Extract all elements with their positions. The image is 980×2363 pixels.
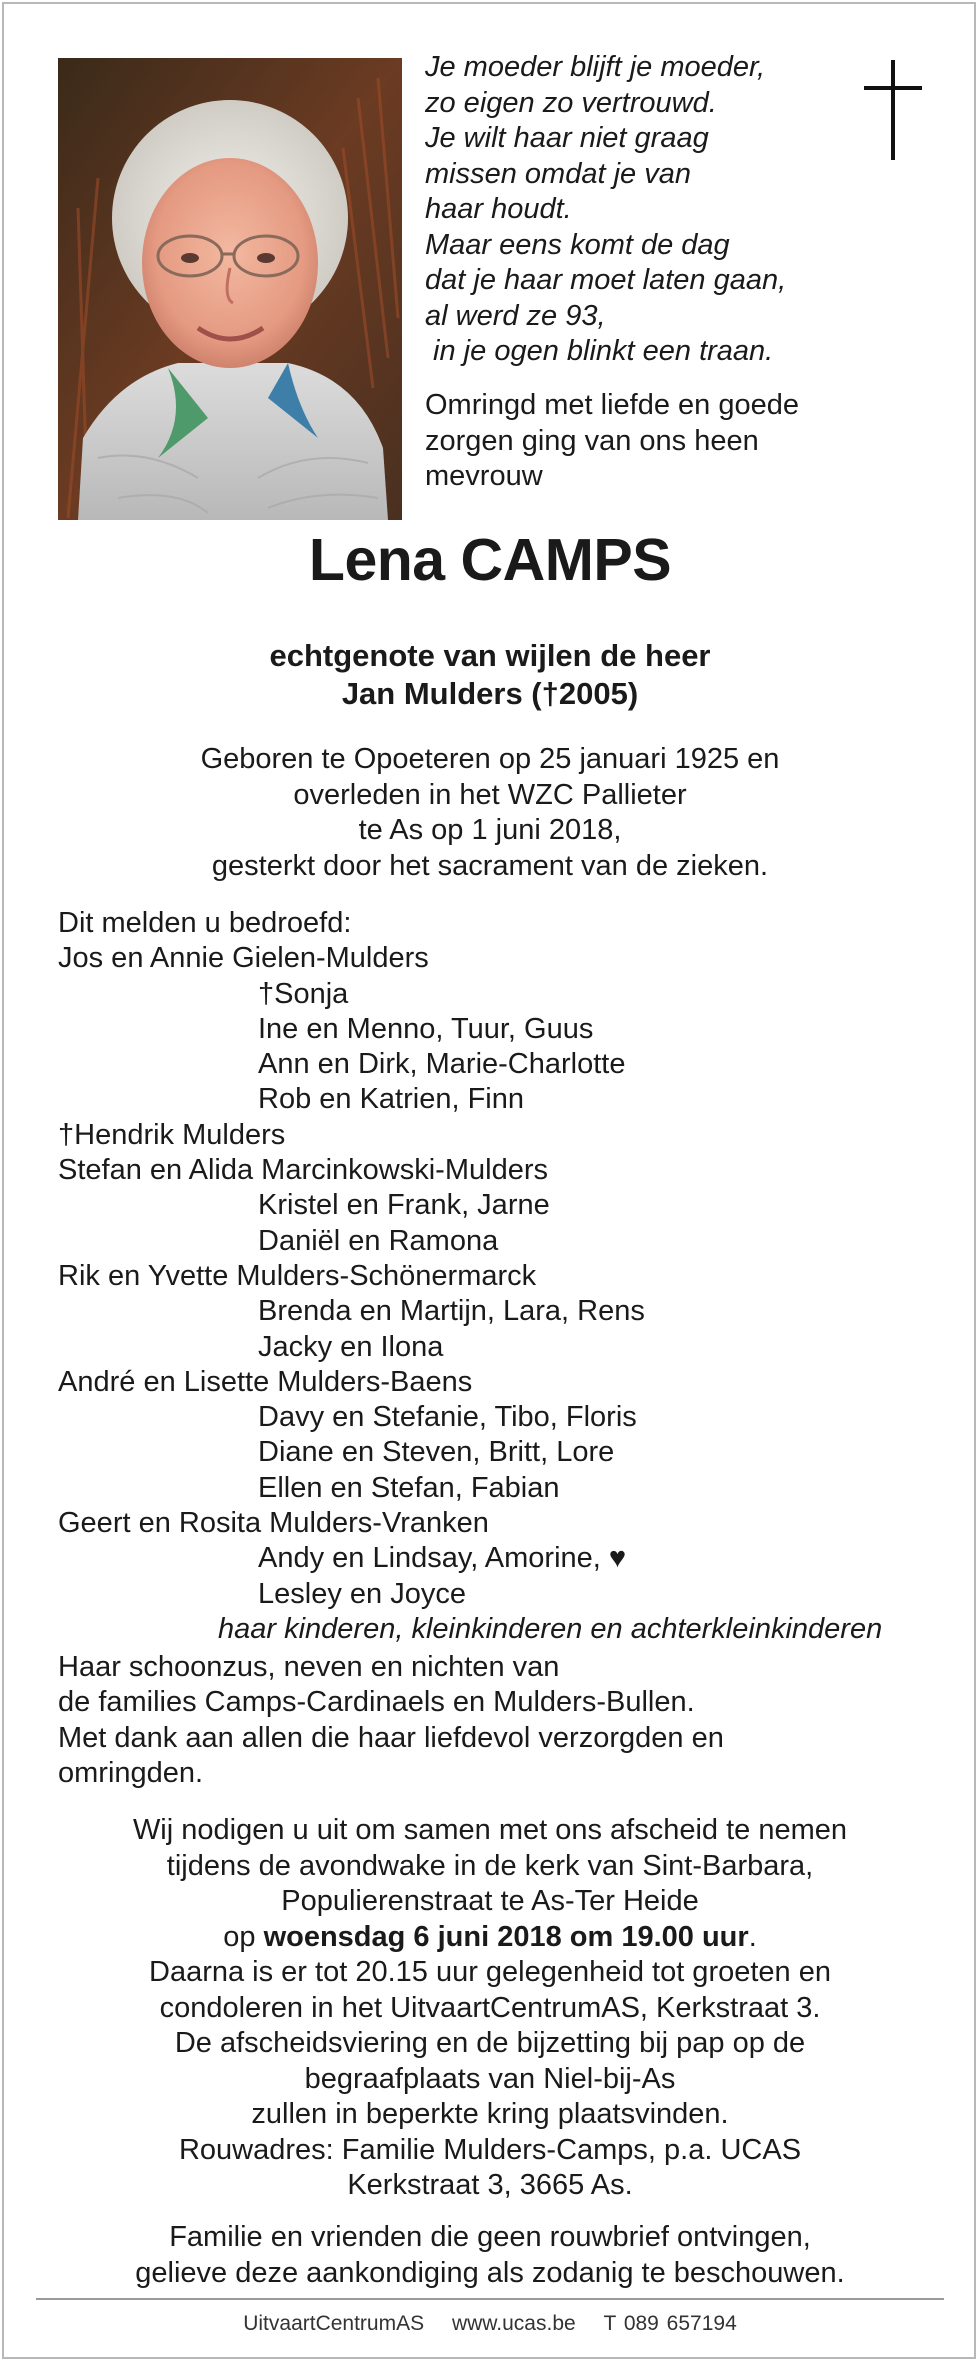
family-member-line: Jacky en Ilona (258, 1330, 444, 1363)
notice-line: gelieve deze aankondiging als zodanig te beschouwen. (135, 2256, 845, 2289)
poem-line: missen omdat je van (425, 157, 691, 190)
footer-divider (36, 2298, 944, 2300)
birth-line: overleden in het WZC Pallieter (293, 778, 687, 811)
invite-line: condoleren in het UitvaartCentrumAS, Kerkstraat 3. (159, 1991, 821, 2024)
family-member-line: Daniël en Ramona (258, 1224, 499, 1257)
family-member-line: †Sonja (258, 977, 349, 1010)
footer-website[interactable]: www.ucas.be (451, 2312, 576, 2335)
invite-date-line (0, 1920, 980, 1956)
thanks-text (58, 1650, 938, 1791)
family-member-line: Ine en Menno, Tuur, Guus (258, 1012, 594, 1045)
family-member-line: Ellen en Stefan, Fabian (258, 1471, 560, 1504)
invite-line: zullen in beperkte kring plaatsvinden. (251, 2098, 729, 2130)
family-member-line: †Hendrik Mulders (58, 1118, 286, 1151)
poem-line: Je moeder blijft je moeder, (425, 51, 766, 83)
date-suffix: . (748, 1920, 757, 1953)
birth-line: gesterkt door het sacrament van de zieken. (211, 849, 769, 882)
thanks-line: Haar schoonzus, neven en nichten van (58, 1651, 560, 1683)
family-member-line: Dit melden u bedroefd: (58, 907, 352, 939)
invite-line: Daarna is er tot 20.15 uur gelegenheid tot groeten en (149, 1956, 831, 1988)
poem-line: haar houdt. (425, 193, 572, 225)
family-member-line: Brenda en Martijn, Lara, Rens (258, 1295, 645, 1328)
poem-line: al werd ze 93, (425, 299, 606, 332)
invite-line: begraafplaats van Niel-bij-As (304, 2062, 676, 2095)
family-member-line: Stefan en Alida Marcinkowski-Mulders (58, 1154, 548, 1187)
notice-text (0, 2220, 980, 2291)
footer-company: UitvaartCentrumAS (243, 2312, 425, 2335)
poem-line: zo eigen zo vertrouwd. (425, 86, 717, 119)
intro-line: zorgen ging van ons heen (425, 424, 759, 457)
family-member-line: haar kinderen, kleinkinderen en achterkleinkinderen (218, 1612, 883, 1645)
poem-line: dat je haar moet laten gaan, (425, 264, 787, 296)
thanks-line: omringden. (58, 1756, 204, 1789)
birth-death-info (0, 742, 980, 884)
invite-line: Kerkstraat 3, 3665 As. (347, 2169, 633, 2201)
spouse-line: Jan Mulders (†2005) (341, 676, 639, 711)
date-prefix: op (223, 1920, 264, 1953)
family-member-line: André en Lisette Mulders-Baens (58, 1365, 473, 1398)
family-member-line: Diane en Steven, Britt, Lore (258, 1436, 615, 1469)
family-member-line: Rob en Katrien, Finn (258, 1083, 524, 1116)
poem-line: in je ogen blinkt een traan. (425, 335, 774, 367)
poem-line: Maar eens komt de dag (425, 228, 730, 261)
invite-line: De afscheidsviering en de bijzetting bij pap op de (174, 2027, 806, 2059)
family-member-line: Kristel en Frank, Jarne (258, 1189, 550, 1222)
family-member-line: Davy en Stefanie, Tibo, Floris (258, 1401, 637, 1434)
intro-line: Omringd met liefde en goede (425, 389, 799, 421)
notice-line: Familie en vrienden die geen rouwbrief ontvingen, (169, 2221, 811, 2253)
family-member-line: Jos en Annie Gielen-Mulders (58, 942, 429, 975)
deceased-name: Lena CAMPS (308, 527, 672, 593)
family-member-line: Ann en Dirk, Marie-Charlotte (258, 1048, 626, 1081)
family-member-line: Lesley en Joyce (258, 1577, 466, 1610)
service-date: woensdag 6 juni 2018 om 19.00 uur (263, 1920, 749, 1953)
family-member-line: Andy en Lindsay, Amorine, ♥ (258, 1542, 627, 1575)
invite-line: Populierenstraat te As-Ter Heide (281, 1885, 699, 1917)
invitation-text (0, 1813, 980, 2204)
spouse-line: echtgenote van wijlen de heer (269, 638, 711, 673)
invite-line: Wij nodigen u uit om samen met ons afscheid te nemen (132, 1814, 848, 1846)
invite-line: tijdens de avondwake in de kerk van Sint-Barbara, (166, 1849, 814, 1882)
invite-line: Rouwadres: Familie Mulders-Camps, p.a. UCAS (178, 2133, 802, 2166)
intro-text (425, 388, 855, 495)
thanks-line: Met dank aan allen die haar liefdevol verzorgden en (58, 1721, 724, 1754)
family-member-line: Geert en Rosita Mulders-Vranken (58, 1507, 489, 1540)
family-member-line: Rik en Yvette Mulders-Schönermarck (58, 1259, 537, 1292)
poem-line: Je wilt haar niet graag (425, 122, 709, 154)
footer (0, 2310, 980, 2338)
birth-line: Geboren te Opoeteren op 25 januari 1925 en (200, 743, 780, 775)
intro-line: mevrouw (425, 460, 543, 492)
birth-line: te As op 1 juni 2018, (358, 814, 622, 846)
cross-icon (864, 60, 922, 160)
thanks-line: de families Camps-Cardinaels en Mulders-Bullen. (58, 1686, 695, 1719)
spouse-info (0, 637, 980, 713)
portrait-photo (58, 58, 402, 520)
footer-phone: T 089 657194 (603, 2312, 737, 2335)
family-list (58, 906, 938, 1647)
memorial-poem (425, 50, 855, 370)
